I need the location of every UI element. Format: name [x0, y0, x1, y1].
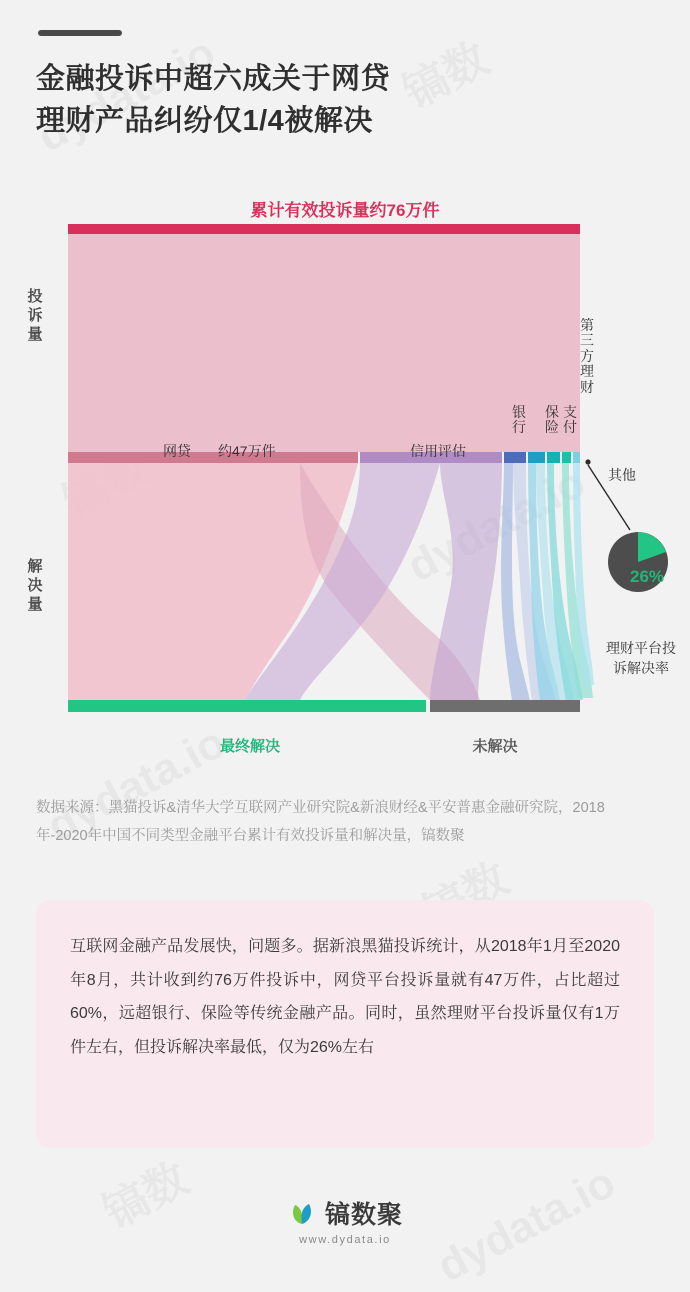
node-bar-disanfang: [562, 452, 571, 463]
node-bar-unresolved: [430, 700, 580, 712]
footer: [0, 1195, 690, 1246]
node-label-zhifu: 支付: [563, 404, 577, 436]
node-label-yinhang: 银行: [512, 404, 526, 436]
node-bar-qita: [573, 452, 580, 463]
node-label-xinyong: 信用评估: [410, 443, 466, 459]
node-label-wangdai: 网贷: [163, 443, 191, 459]
insight-panel: [36, 900, 654, 1148]
node-label-wangdai-value: 约47万件: [218, 443, 276, 459]
total-band: [68, 234, 580, 452]
node-label-disanfang: 第三方理财: [580, 317, 594, 395]
title-line-1: 金融投诉中超六成关于网贷: [36, 63, 391, 95]
node-label-qita: 其他: [608, 467, 636, 483]
node-label-baoxian: 保险: [545, 404, 559, 436]
insight-text: 互联网金融产品发展快，问题多。据新浪黑猫投诉统计，从2018年1月至2020年8月，共计收到约76万件投诉中，网贷平台投诉量就有47万件，占比超过60%，远超银行、保险等传统金融产品。同时，虽然理财平台投诉量仅有1万件左右，但投诉解决率最低，仅为26%左右: [70, 938, 620, 1056]
node-bar-yinhang: [504, 452, 526, 463]
total-bar: [68, 224, 580, 234]
flow-xinyong-unresolved: [430, 463, 502, 700]
node-label-unresolved: 未解决: [472, 738, 518, 755]
brand-name: 镐数聚: [324, 1201, 403, 1229]
node-bar-wangdai: [68, 452, 358, 463]
axis-label-top: 投诉量: [27, 288, 43, 343]
node-bar-baoxian: [528, 452, 545, 463]
sankey-chart: [0, 210, 690, 770]
axis-label-bottom: 解决量: [27, 558, 43, 613]
node-label-resolved: 最终解决: [219, 738, 280, 755]
node-bar-resolved: [68, 700, 426, 712]
leaf-logo-icon: [287, 1198, 317, 1228]
pie-value-label: 26%: [630, 567, 665, 586]
page-title: [36, 58, 656, 142]
source-note: 数据来源：黑猫投诉&清华大学互联网产业研究院&新浪财经&平安普惠金融研究院，2018年-2020年中国不同类型金融平台累计有效投诉量和解决量，镐数聚: [36, 800, 605, 844]
title-line-2: 理财产品纠纷仅1/4被解决: [36, 105, 373, 138]
node-bar-zhifu: [547, 452, 560, 463]
pie-caption: 理财平台投诉解决率: [606, 640, 676, 677]
chart-title: 累计有效投诉量约76万件: [250, 201, 440, 220]
pie-leader-dot: [585, 459, 590, 464]
brand-site: www.dydata.io: [299, 1234, 391, 1246]
accent-bar: [38, 30, 122, 36]
